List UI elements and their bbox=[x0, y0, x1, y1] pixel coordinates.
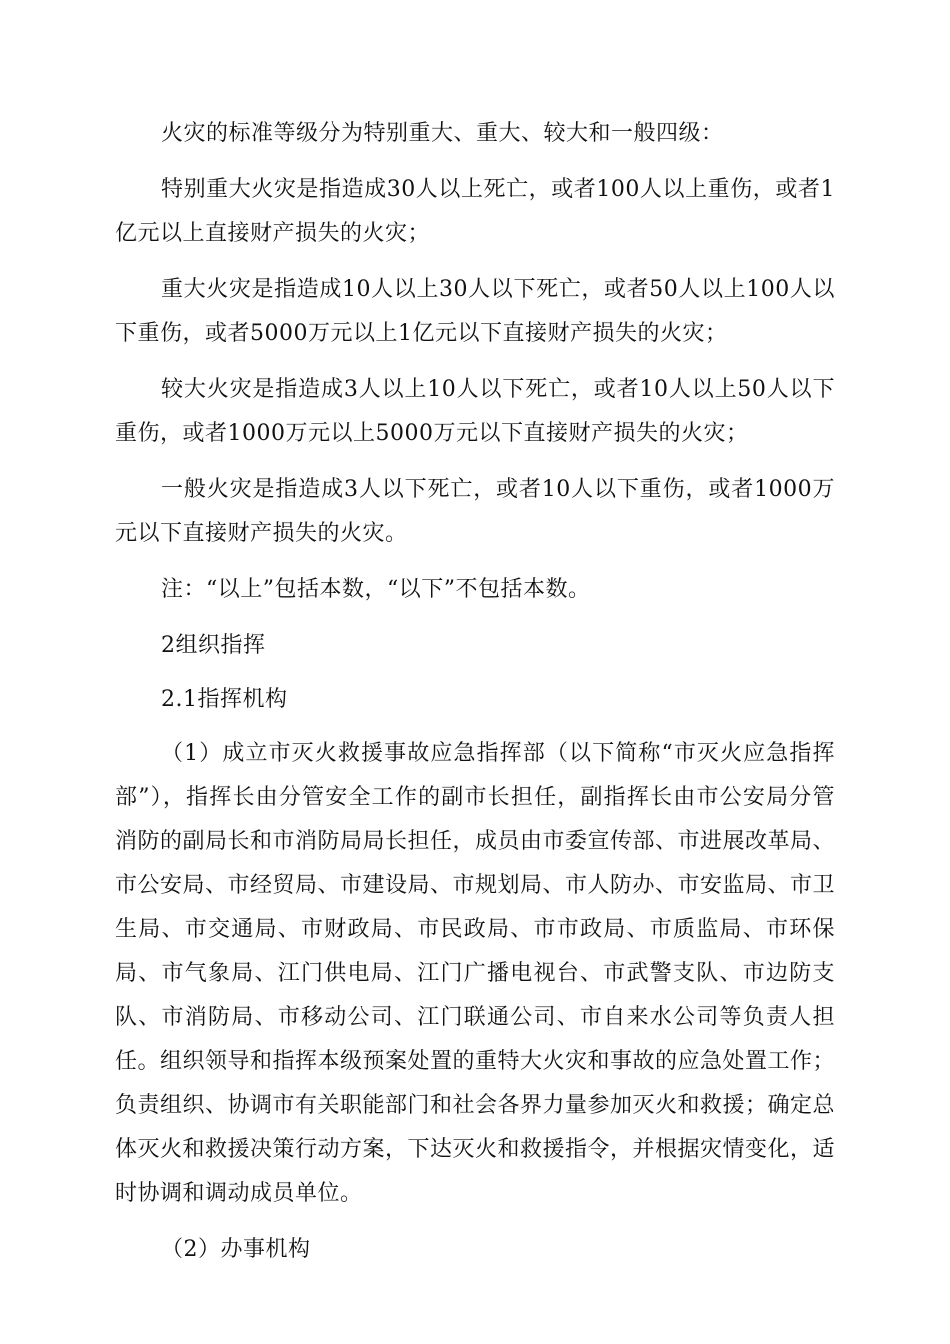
section-heading-organization: 2组织指挥 bbox=[161, 633, 266, 658]
paragraph-large-fire: 较大火灾是指造成3人以上10人以下死亡，或者10人以上50人以下重伤，或者1000万元以上5000万元以下直接财产损失的火灾； bbox=[115, 377, 835, 446]
paragraph-note: 注：“以上”包括本数，“以下”不包括本数。 bbox=[161, 577, 591, 602]
paragraph-command-headquarters: （1）成立市灭火救援事故应急指挥部（以下简称“市灭火应急指挥部”），指挥长由分管安全工作的副市长担任，副指挥长由市公安局分管消防的副局长和市消防局局长担任，成员由市委宣传部、市进展改革局、市公安局、市经贸局、市建设局、市规划局、市人防办、市安监局、市卫生局、市交通局、市财政局、市民政局、市市政局、市质监局、市环保局、市气象局、江门供电局、江门广播电视台、市武警支队、市边防支队、市消防局、市移动公司、江门联通公司、市自来水公司等负责人担任。组织领导和指挥本级预案处置的重特大火灾和事故的应急处置工作；负责组织、协调市有关职能部门和社会各界力量参加灭火和救援；确定总体灭火和救援决策行动方案，下达灭火和救援指令，并根据灾情变化，适时协调和调动成员单位。 bbox=[115, 741, 836, 1206]
paragraph-especially-major-fire: 特别重大火灾是指造成30人以上死亡，或者100人以上重伤，或者1亿元以上直接财产损失的火灾； bbox=[115, 177, 835, 246]
paragraph-office-agency: （2）办事机构 bbox=[161, 1237, 311, 1262]
paragraph-major-fire: 重大火灾是指造成10人以上30人以下死亡，或者50人以上100人以下重伤，或者5000万元以上1亿元以下直接财产损失的火灾； bbox=[115, 277, 835, 346]
paragraph-fire-levels-intro: 火灾的标准等级分为特别重大、重大、较大和一般四级： bbox=[161, 121, 724, 146]
paragraph-general-fire: 一般火灾是指造成3人以下死亡，或者10人以下重伤，或者1000万元以下直接财产损失的火灾。 bbox=[115, 477, 835, 546]
subsection-heading-command-agency: 2.1指挥机构 bbox=[161, 687, 288, 712]
document-body bbox=[115, 112, 835, 1282]
